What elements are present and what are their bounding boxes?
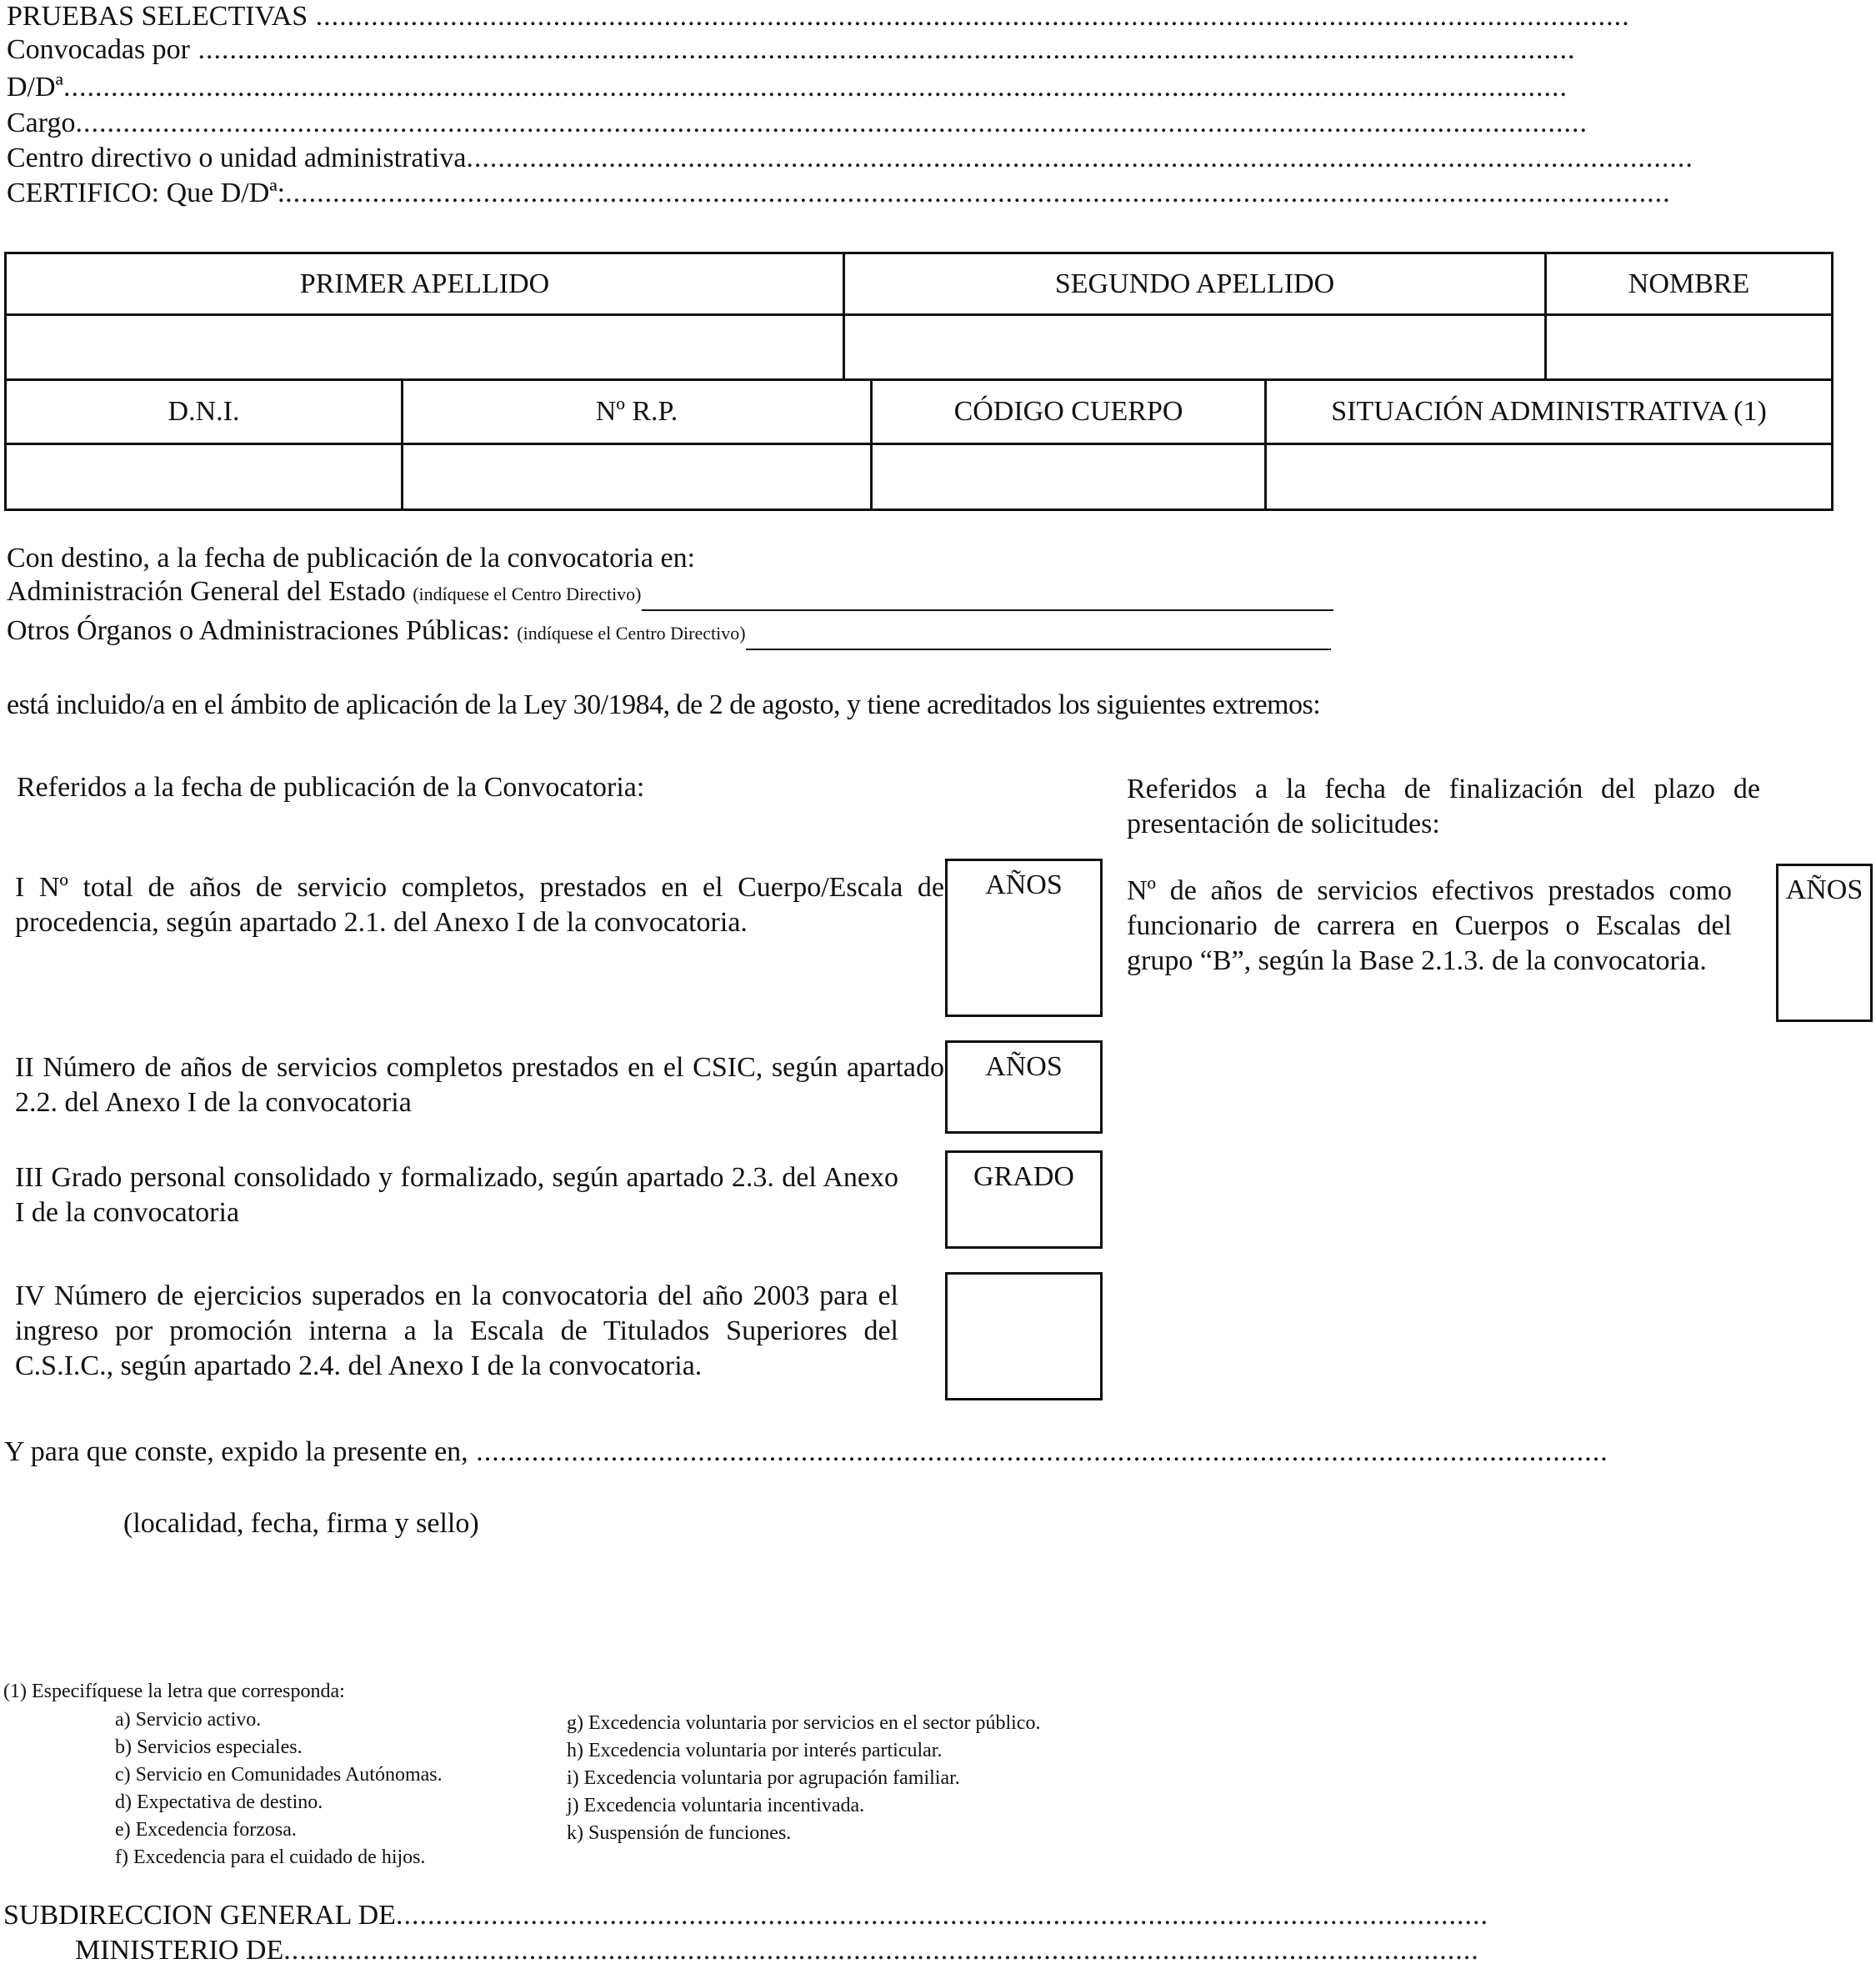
item-iv-text: IV Número de ejercicios superados en la convocatoria del año 2003 para el ingreso por promoción interna a la Escala de Titulados Superiores del C.S.I.C., según apartado 2.4. del Anexo I de la convocatoria. [15, 1280, 898, 1381]
item-iii-box[interactable]: GRADO [945, 1150, 1103, 1249]
right-item-text: Nº de años de servicios efectivos prestados como funcionario de carrera en Cuerpos o Escalas del grupo “B”, según la Base 2.1.3. de la convocatoria. [1127, 875, 1732, 976]
header-cargo: Cargo............................................................................................................................................................................................... [7, 108, 1588, 138]
primer-apellido-header: PRIMER APELLIDO [7, 254, 845, 316]
nombre-header: NOMBRE [1547, 254, 1831, 316]
header-convocadas: Convocadas por .............................................................................................................................................................................. [7, 34, 1576, 65]
footnote-item-d: d) Expectativa de destino. [115, 1791, 323, 1813]
header-pruebas: PRUEBAS SELECTIVAS ...................................................................................................................................................................... [7, 1, 1630, 32]
footnote-item-k: k) Suspensión de funciones. [567, 1822, 792, 1844]
footnote-left-list [115, 1706, 443, 1871]
header-certifico: CERTIFICO: Que D/Dª:............................................................................................................................................................................... [7, 178, 1671, 208]
footnote-item-c: c) Servicio en Comunidades Autónomas. [115, 1764, 443, 1786]
codigo-cuerpo-value[interactable] [873, 445, 1267, 509]
primer-apellido-value[interactable] [7, 316, 845, 378]
item-iii-text: III Grado personal consolidado y formalizado, según apartado 2.3. del Anexo I de la convocatoria [15, 1162, 898, 1228]
segundo-apellido-value[interactable] [845, 316, 1547, 378]
age-centro-field[interactable] [642, 584, 1333, 611]
item-ii-box[interactable]: AÑOS [945, 1040, 1103, 1134]
footnote-item-a: a) Servicio activo. [115, 1709, 262, 1731]
footnote-title: (1) Especifíquese la letra que corresponda: [3, 1681, 345, 1702]
footnote-item-b: b) Servicios especiales. [115, 1736, 303, 1758]
nrp-value[interactable] [403, 445, 873, 509]
right-item-box[interactable]: AÑOS [1776, 864, 1873, 1022]
otros-centro-field[interactable] [746, 624, 1331, 650]
destino-line3: Otros Órganos o Administraciones Públicas: (indíquese el Centro Directivo) [7, 614, 1331, 650]
name-table [4, 252, 1833, 381]
header-centro: Centro directivo o unidad administrativa........................................................................................................................................................... [7, 143, 1693, 173]
id-table [4, 378, 1833, 511]
item-i-box[interactable]: AÑOS [945, 859, 1103, 1017]
conste-line: Y para que conste, expido la presente en, ............................................................................................................................................... [4, 1436, 1608, 1467]
dni-value[interactable] [7, 445, 403, 509]
footnote-item-i: i) Excedencia voluntaria por agrupación familiar. [567, 1767, 960, 1789]
subdireccion-line: SUBDIRECCION GENERAL DE.......................................................................................................................................... [3, 1900, 1488, 1931]
item-i-text: I Nº total de años de servicio completos, prestados en el Cuerpo/Escala de procedencia, según apartado 2.1. del Anexo I de la convocatoria. [15, 872, 944, 938]
item-iv-box[interactable] [945, 1272, 1103, 1400]
situacion-header: SITUACIÓN ADMINISTRATIVA (1) [1267, 381, 1831, 445]
segundo-apellido-header: SEGUNDO APELLIDO [845, 254, 1547, 316]
firma-note: (localidad, fecha, firma y sello) [123, 1508, 479, 1539]
footnote-item-h: h) Excedencia voluntaria por interés particular. [567, 1740, 943, 1761]
footnote-item-j: j) Excedencia voluntaria incentivada. [567, 1795, 865, 1816]
item-ii-text: II Número de años de servicios completos prestados en el CSIC, según apartado 2.2. del Anexo I de la convocatoria [15, 1052, 944, 1118]
left-heading: Referidos a la fecha de publicación de la Convocatoria: [17, 772, 645, 803]
header-dd: D/Dª.............................................................................................................................................................................................. [7, 72, 1568, 103]
ministerio-line: MINISTERIO DE....................................................................................................................................................... [75, 1935, 1479, 1966]
nrp-header: Nº R.P. [403, 381, 873, 445]
codigo-cuerpo-header: CÓDIGO CUERPO [873, 381, 1267, 445]
destino-line2: Administración General del Estado (indíquese el Centro Directivo) [7, 575, 1333, 611]
right-heading: Referidos a la fecha de finalización del plazo de presentación de solicitudes: [1127, 774, 1760, 839]
footnote-item-f: f) Excedencia para el cuidado de hijos. [115, 1846, 426, 1868]
situacion-value[interactable] [1267, 445, 1831, 509]
incluido-text: está incluido/a en el ámbito de aplicación de la Ley 30/1984, de 2 de agosto, y tiene acreditados los siguientes extremos: [7, 689, 1321, 720]
dni-header: D.N.I. [7, 381, 403, 445]
footnote-item-g: g) Excedencia voluntaria por servicios en el sector público. [567, 1712, 1041, 1734]
nombre-value[interactable] [1547, 316, 1831, 378]
footnote-item-e: e) Excedencia forzosa. [115, 1819, 297, 1841]
footnote-right-list [567, 1710, 1040, 1847]
destino-line1: Con destino, a la fecha de publicación de la convocatoria en: [7, 543, 696, 574]
